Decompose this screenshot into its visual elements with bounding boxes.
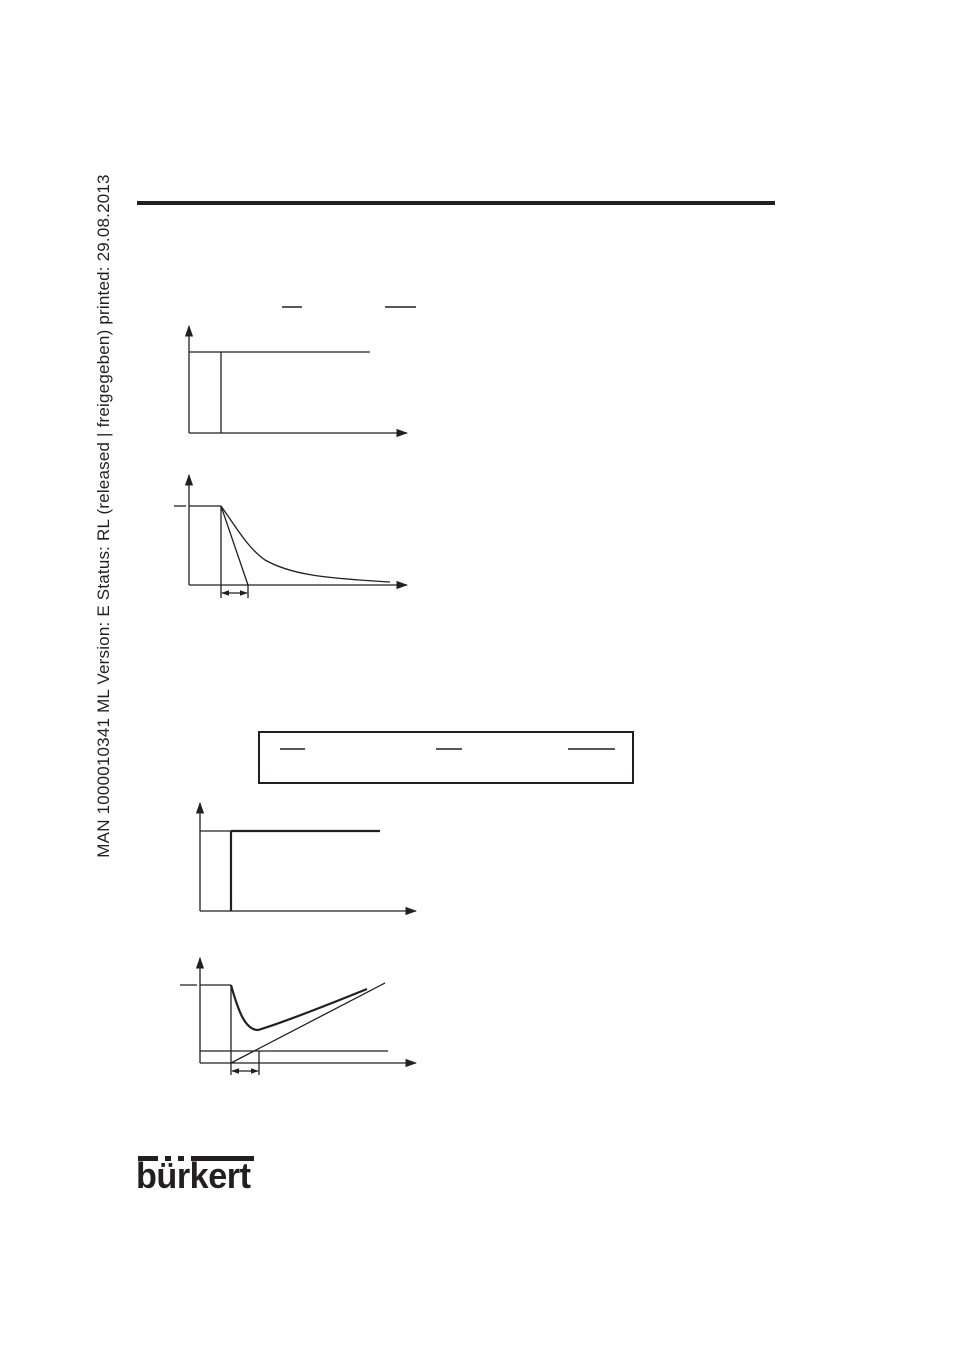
document-status-note: MAN 1000010341 ML Version: E Status: RL (released | freigegeben) printed: 29.08.2013	[94, 174, 113, 858]
brand-wordmark: bürkert	[136, 1155, 251, 1196]
step-input-graph-2	[200, 803, 416, 911]
legend-box	[258, 731, 634, 784]
step-input-graph-1	[189, 326, 407, 433]
ramp-response-graph	[180, 958, 416, 1075]
decay-response-graph	[174, 475, 407, 598]
